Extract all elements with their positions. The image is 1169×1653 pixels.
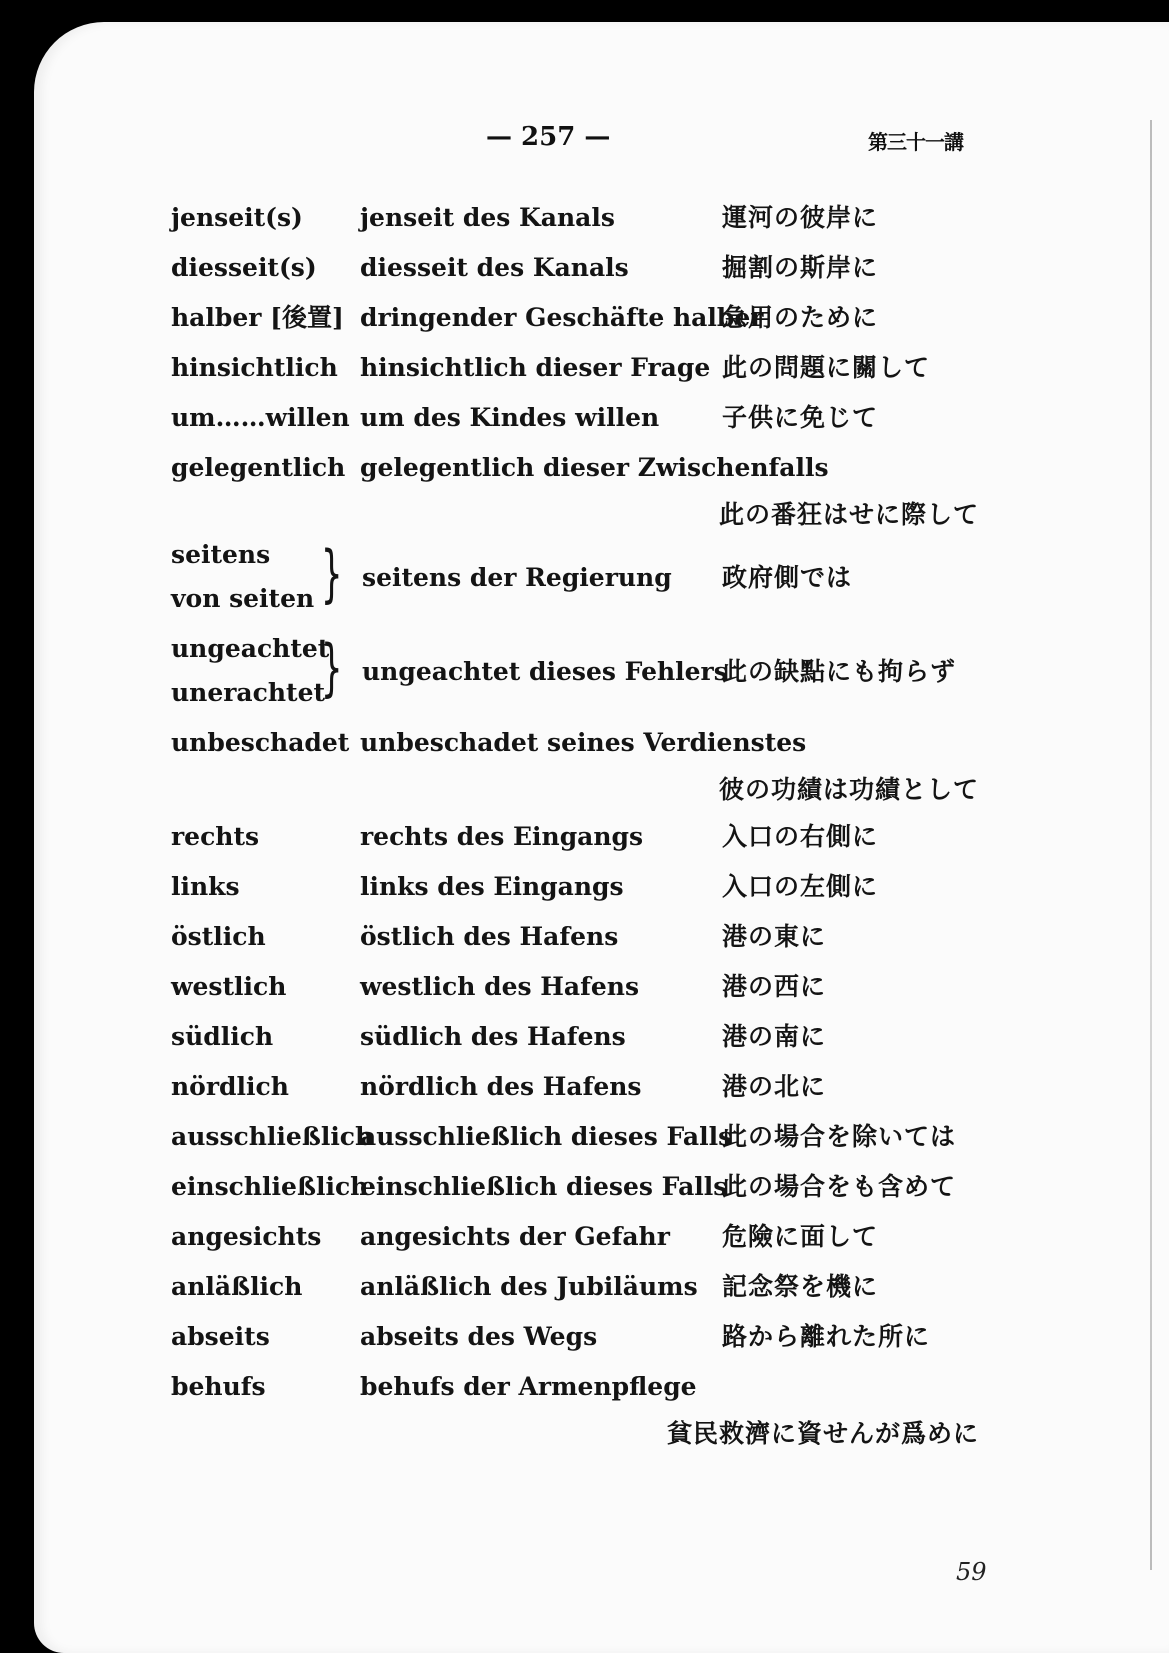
word-alternate: unerachtet <box>171 678 326 707</box>
example: einschließlich dieses Falls <box>360 1172 728 1201</box>
meaning: 港の南に <box>722 1022 827 1051</box>
word: ungeachtet <box>171 634 330 663</box>
example: östlich des Hafens <box>360 922 619 951</box>
example: hinsichtlich dieser Frage <box>360 353 711 382</box>
example: ausschließlich dieses Falls <box>360 1122 733 1151</box>
word: angesichts <box>171 1222 322 1251</box>
example: anläßlich des Jubiläums <box>360 1272 698 1301</box>
word: abseits <box>171 1322 270 1351</box>
example: behufs der Armenpflege <box>360 1372 697 1401</box>
folio-number: 59 <box>956 1558 987 1586</box>
example: rechts des Eingangs <box>360 822 644 851</box>
meaning: 掘割の斯岸に <box>722 253 879 282</box>
example: südlich des Hafens <box>360 1022 626 1051</box>
example: westlich des Hafens <box>360 972 640 1001</box>
example: diesseit des Kanals <box>360 253 629 282</box>
word: hinsichtlich <box>171 353 338 382</box>
meaning: 貧民救濟に資せんが爲めに <box>666 1419 979 1448</box>
right-brace: } <box>320 631 343 704</box>
example: jenseit des Kanals <box>360 203 615 232</box>
meaning: 此の缺點にも拘らず <box>722 657 957 686</box>
word: nördlich <box>171 1072 289 1101</box>
meaning: 此の場合をも含めて <box>722 1172 957 1201</box>
meaning: 入口の右側に <box>722 822 879 851</box>
word: anläßlich <box>171 1272 303 1301</box>
page-number: — 257 — <box>486 122 611 152</box>
example: nördlich des Hafens <box>360 1072 642 1101</box>
word: westlich <box>171 972 287 1001</box>
right-brace: } <box>320 537 343 610</box>
example: angesichts der Gefahr <box>360 1222 670 1251</box>
meaning: 此の問題に關して <box>722 353 931 382</box>
example: gelegentlich dieser Zwischenfalls <box>360 453 829 482</box>
example: abseits des Wegs <box>360 1322 598 1351</box>
word: um……willen <box>171 403 350 432</box>
word: ausschließlich <box>171 1122 374 1151</box>
word: südlich <box>171 1022 274 1051</box>
word: unbeschadet <box>171 728 350 757</box>
example: ungeachtet dieses Fehlers <box>362 657 728 686</box>
example: um des Kindes willen <box>360 403 660 432</box>
meaning: 危險に面して <box>722 1222 879 1251</box>
word: behufs <box>171 1372 266 1401</box>
example: unbeschadet seines Verdienstes <box>360 728 807 757</box>
meaning: 記念祭を機に <box>722 1272 879 1301</box>
word: seitens <box>171 540 271 569</box>
meaning: 入口の左側に <box>722 872 879 901</box>
meaning: 港の東に <box>722 922 827 951</box>
example: dringender Geschäfte halber <box>360 303 764 332</box>
word: einschließlich <box>171 1172 369 1201</box>
meaning: 港の北に <box>722 1072 827 1101</box>
meaning: 政府側では <box>722 563 853 592</box>
word: links <box>171 872 240 901</box>
meaning: 彼の功績は功績として <box>718 775 979 804</box>
chapter-title: 第三十一講 <box>868 130 963 154</box>
word: gelegentlich <box>171 453 346 482</box>
word: östlich <box>171 922 266 951</box>
meaning: 子供に免じて <box>722 403 879 432</box>
meaning: 此の番狂はせに際して <box>718 500 979 529</box>
word: rechts <box>171 822 260 851</box>
meaning: 港の西に <box>722 972 827 1001</box>
meaning: 急用のために <box>722 303 879 332</box>
word: halber [後置] <box>171 303 344 332</box>
example: links des Eingangs <box>360 872 624 901</box>
word: jenseit(s) <box>171 203 303 232</box>
meaning: 路から離れた所に <box>722 1322 931 1351</box>
meaning: 運河の彼岸に <box>722 203 879 232</box>
meaning: 此の場合を除いては <box>722 1122 957 1151</box>
word: diesseit(s) <box>171 253 317 282</box>
word-alternate: von seiten <box>171 584 315 613</box>
example: seitens der Regierung <box>362 563 672 592</box>
